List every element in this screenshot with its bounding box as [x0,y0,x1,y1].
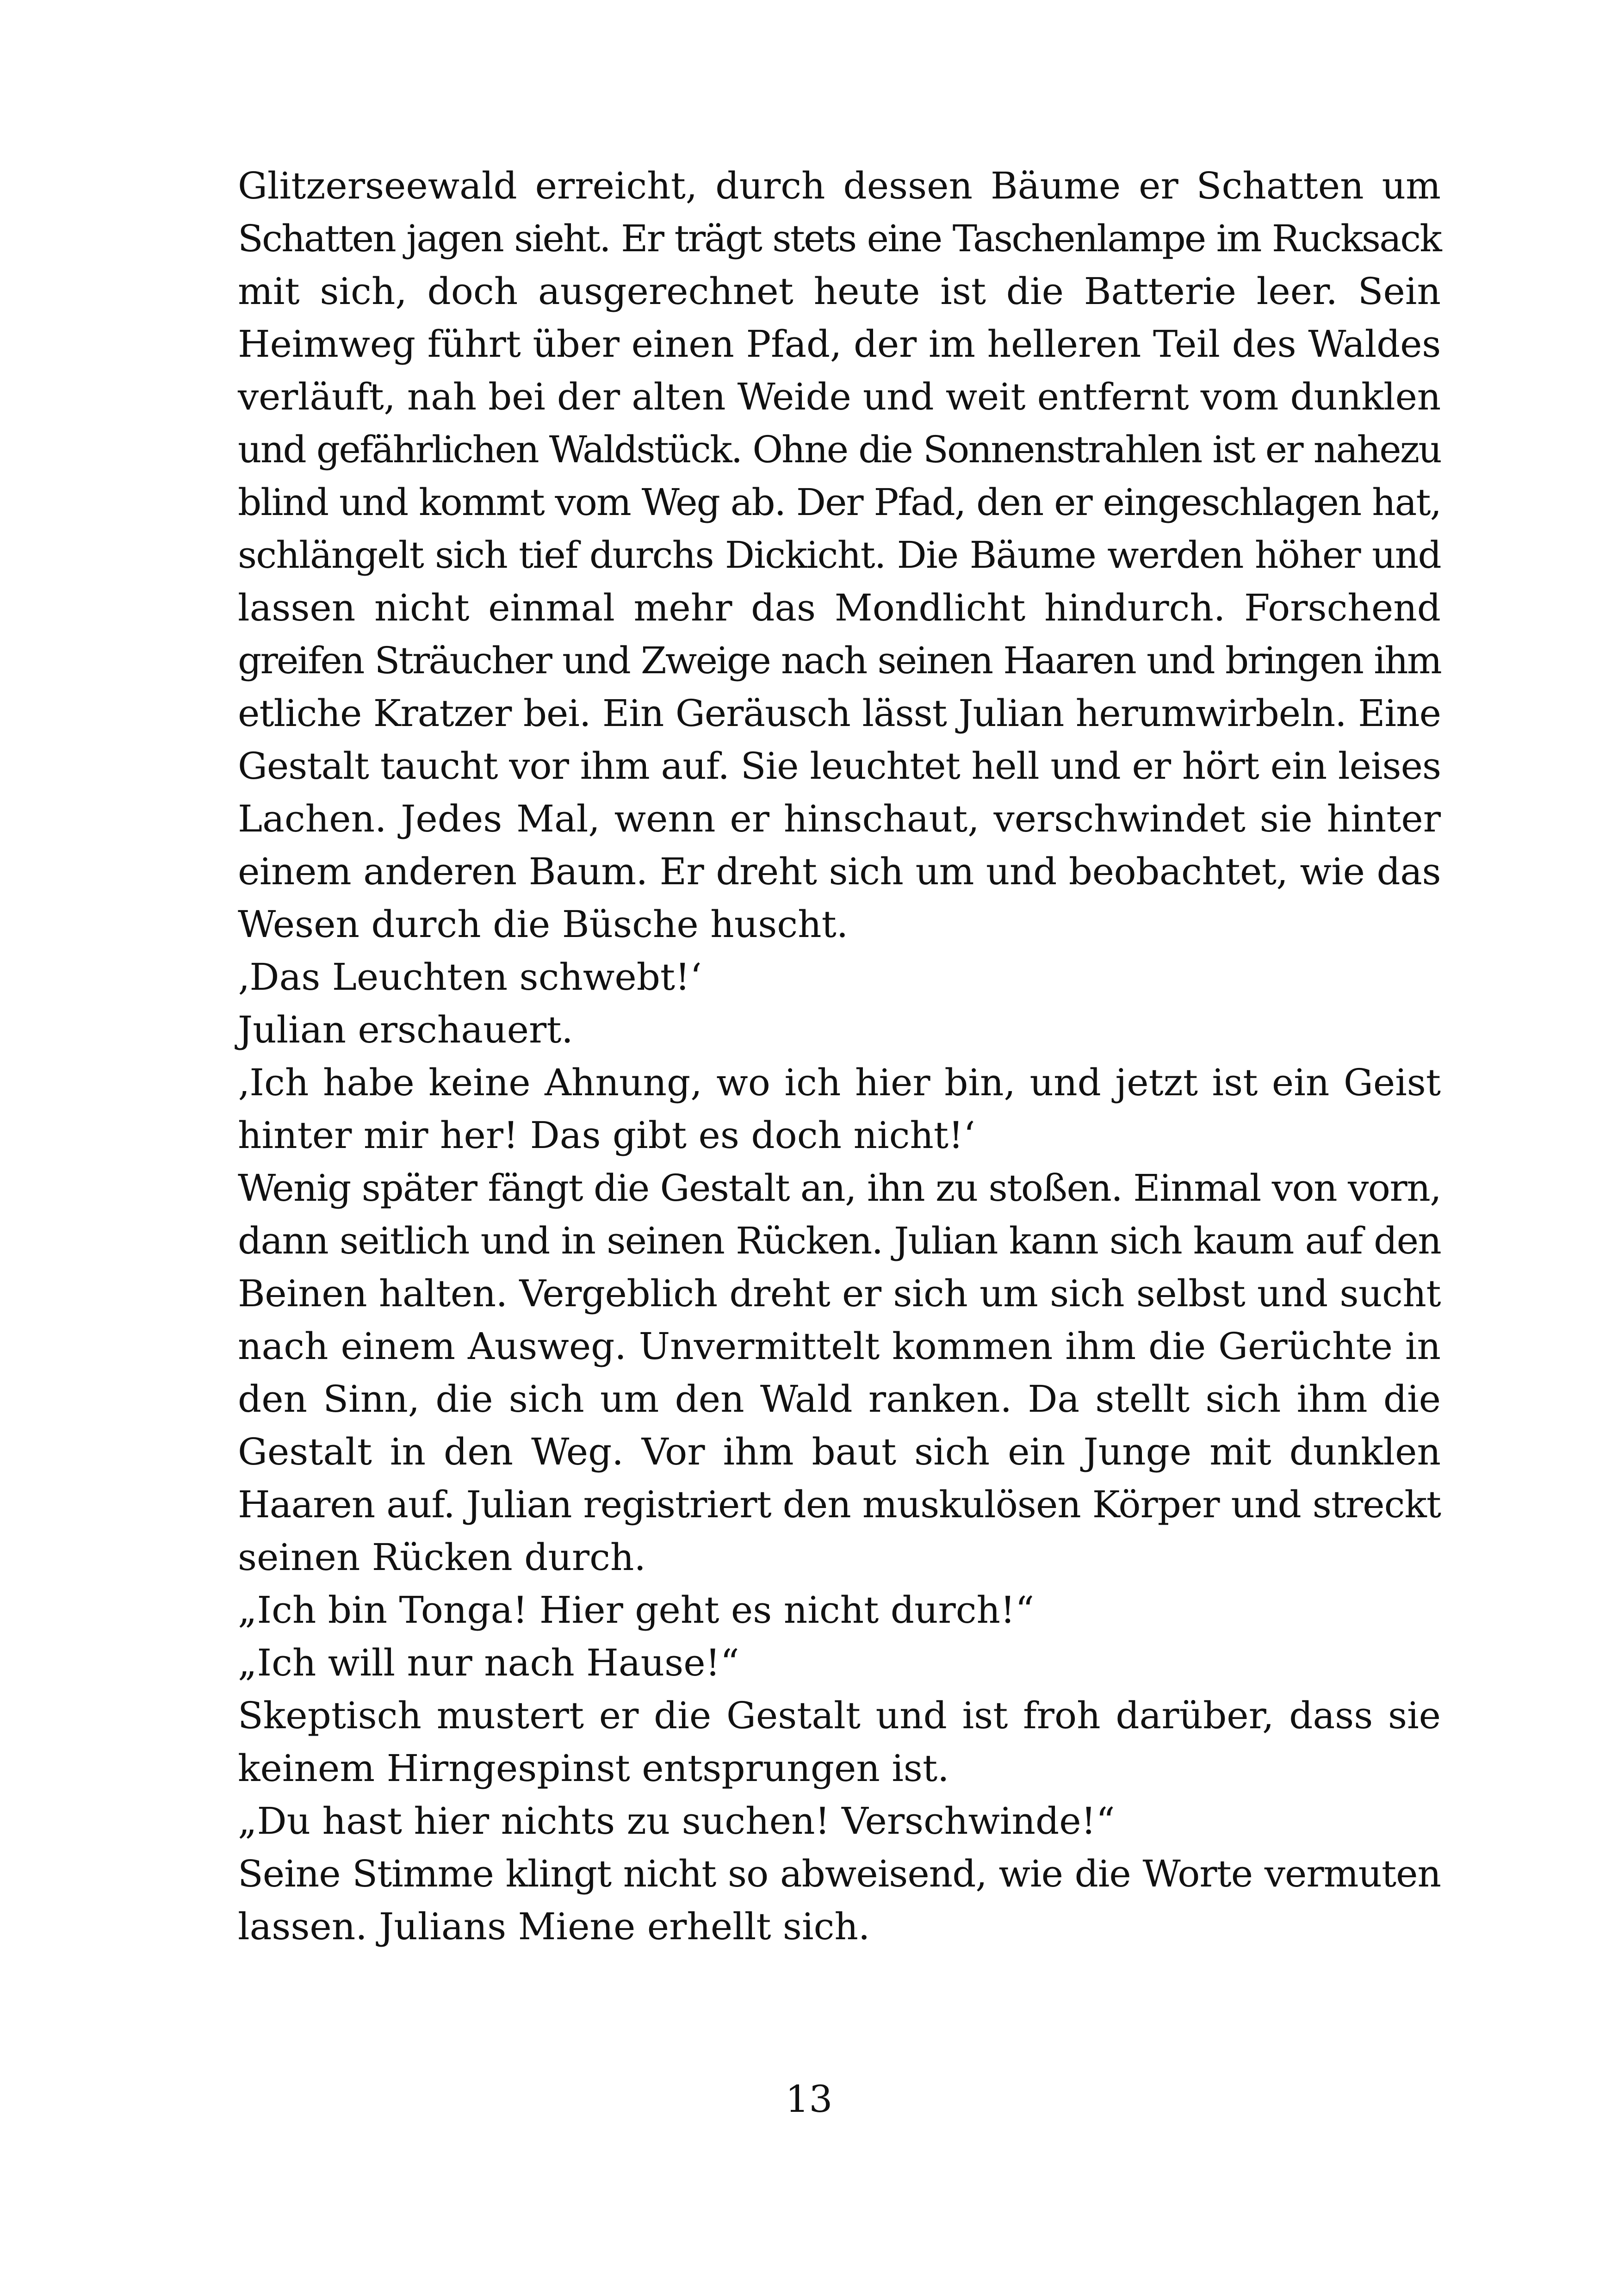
text-line: schlängelt sich tief durchs Dickicht. Die Bäume werden höher und [238,534,1441,577]
text-line: Wenig später fängt die Gestalt an, ihn zu stoßen. Einmal von vorn, [238,1167,1441,1210]
text-line: „Du hast hier nichts zu suchen! Verschwinde!“ [238,1800,1115,1843]
text-line: und gefährlichen Waldstück. Ohne die Sonnenstrahlen ist er nahezu [238,428,1441,471]
text-line: ‚Das Leuchten schwebt!‘ [238,956,702,999]
text-line: Gestalt taucht vor ihm auf. Sie leuchtet hell und er hört ein leises [238,745,1441,788]
body-text [238,160,1441,1953]
text-line: lassen nicht einmal mehr das Mondlicht hindurch. Forschend [238,586,1441,629]
text-line: den Sinn, die sich um den Wald ranken. Da stellt sich ihm die [238,1378,1441,1421]
text-line: keinem Hirngespinst entsprungen ist. [238,1747,949,1790]
text-line: einem anderen Baum. Er dreht sich um und beobachtet, wie das [238,850,1441,893]
text-line: „Ich bin Tonga! Hier geht es nicht durch!“ [238,1589,1035,1632]
text-line: Lachen. Jedes Mal, wenn er hinschaut, verschwindet sie hinter [238,797,1441,840]
text-line: verläuft, nah bei der alten Weide und weit entfernt vom dunklen [238,375,1441,418]
text-line: dann seitlich und in seinen Rücken. Julian kann sich kaum auf den [238,1219,1441,1262]
text-line: Schatten jagen sieht. Er trägt stets eine Taschenlampe im Rucksack [238,217,1441,260]
text-line: Haaren auf. Julian registriert den muskulösen Körper und streckt [238,1483,1441,1526]
text-line: Gestalt in den Weg. Vor ihm baut sich ein Junge mit dunklen [238,1430,1441,1473]
text-line: etliche Kratzer bei. Ein Geräusch lässt Julian herumwirbeln. Eine [238,692,1441,735]
text-line: Skeptisch mustert er die Gestalt und ist froh darüber, dass sie [238,1694,1441,1737]
text-line: nach einem Ausweg. Unvermittelt kommen ihm die Gerüchte in [238,1325,1441,1368]
text-line: ‚Ich habe keine Ahnung, wo ich hier bin, und jetzt ist ein Geist [238,1061,1441,1104]
text-line: Seine Stimme klingt nicht so abweisend, wie die Worte vermuten [238,1852,1441,1895]
text-line: Glitzerseewald erreicht, durch dessen Bäume er Schatten um [238,164,1441,207]
text-line: lassen. Julians Miene erhellt sich. [238,1905,870,1948]
text-line: Julian erschauert. [238,1008,573,1051]
text-line: seinen Rücken durch. [238,1536,646,1579]
text-line: hinter mir her! Das gibt es doch nicht!‘ [238,1114,975,1157]
text-line: Wesen durch die Büsche huscht. [238,903,849,946]
text-line: Beinen halten. Vergeblich dreht er sich um sich selbst und sucht [238,1272,1441,1315]
text-line: Heimweg führt über einen Pfad, der im helleren Teil des Waldes [238,323,1441,366]
text-line: mit sich, doch ausgerechnet heute ist die Batterie leer. Sein [238,270,1441,313]
text-line: blind und kommt vom Weg ab. Der Pfad, den er eingeschlagen hat, [238,481,1441,524]
text-line: „Ich will nur nach Hause!“ [238,1641,739,1684]
text-line: greifen Sträucher und Zweige nach seinen Haaren und bringen ihm [238,639,1441,682]
page-number: 13 [785,2078,833,2121]
